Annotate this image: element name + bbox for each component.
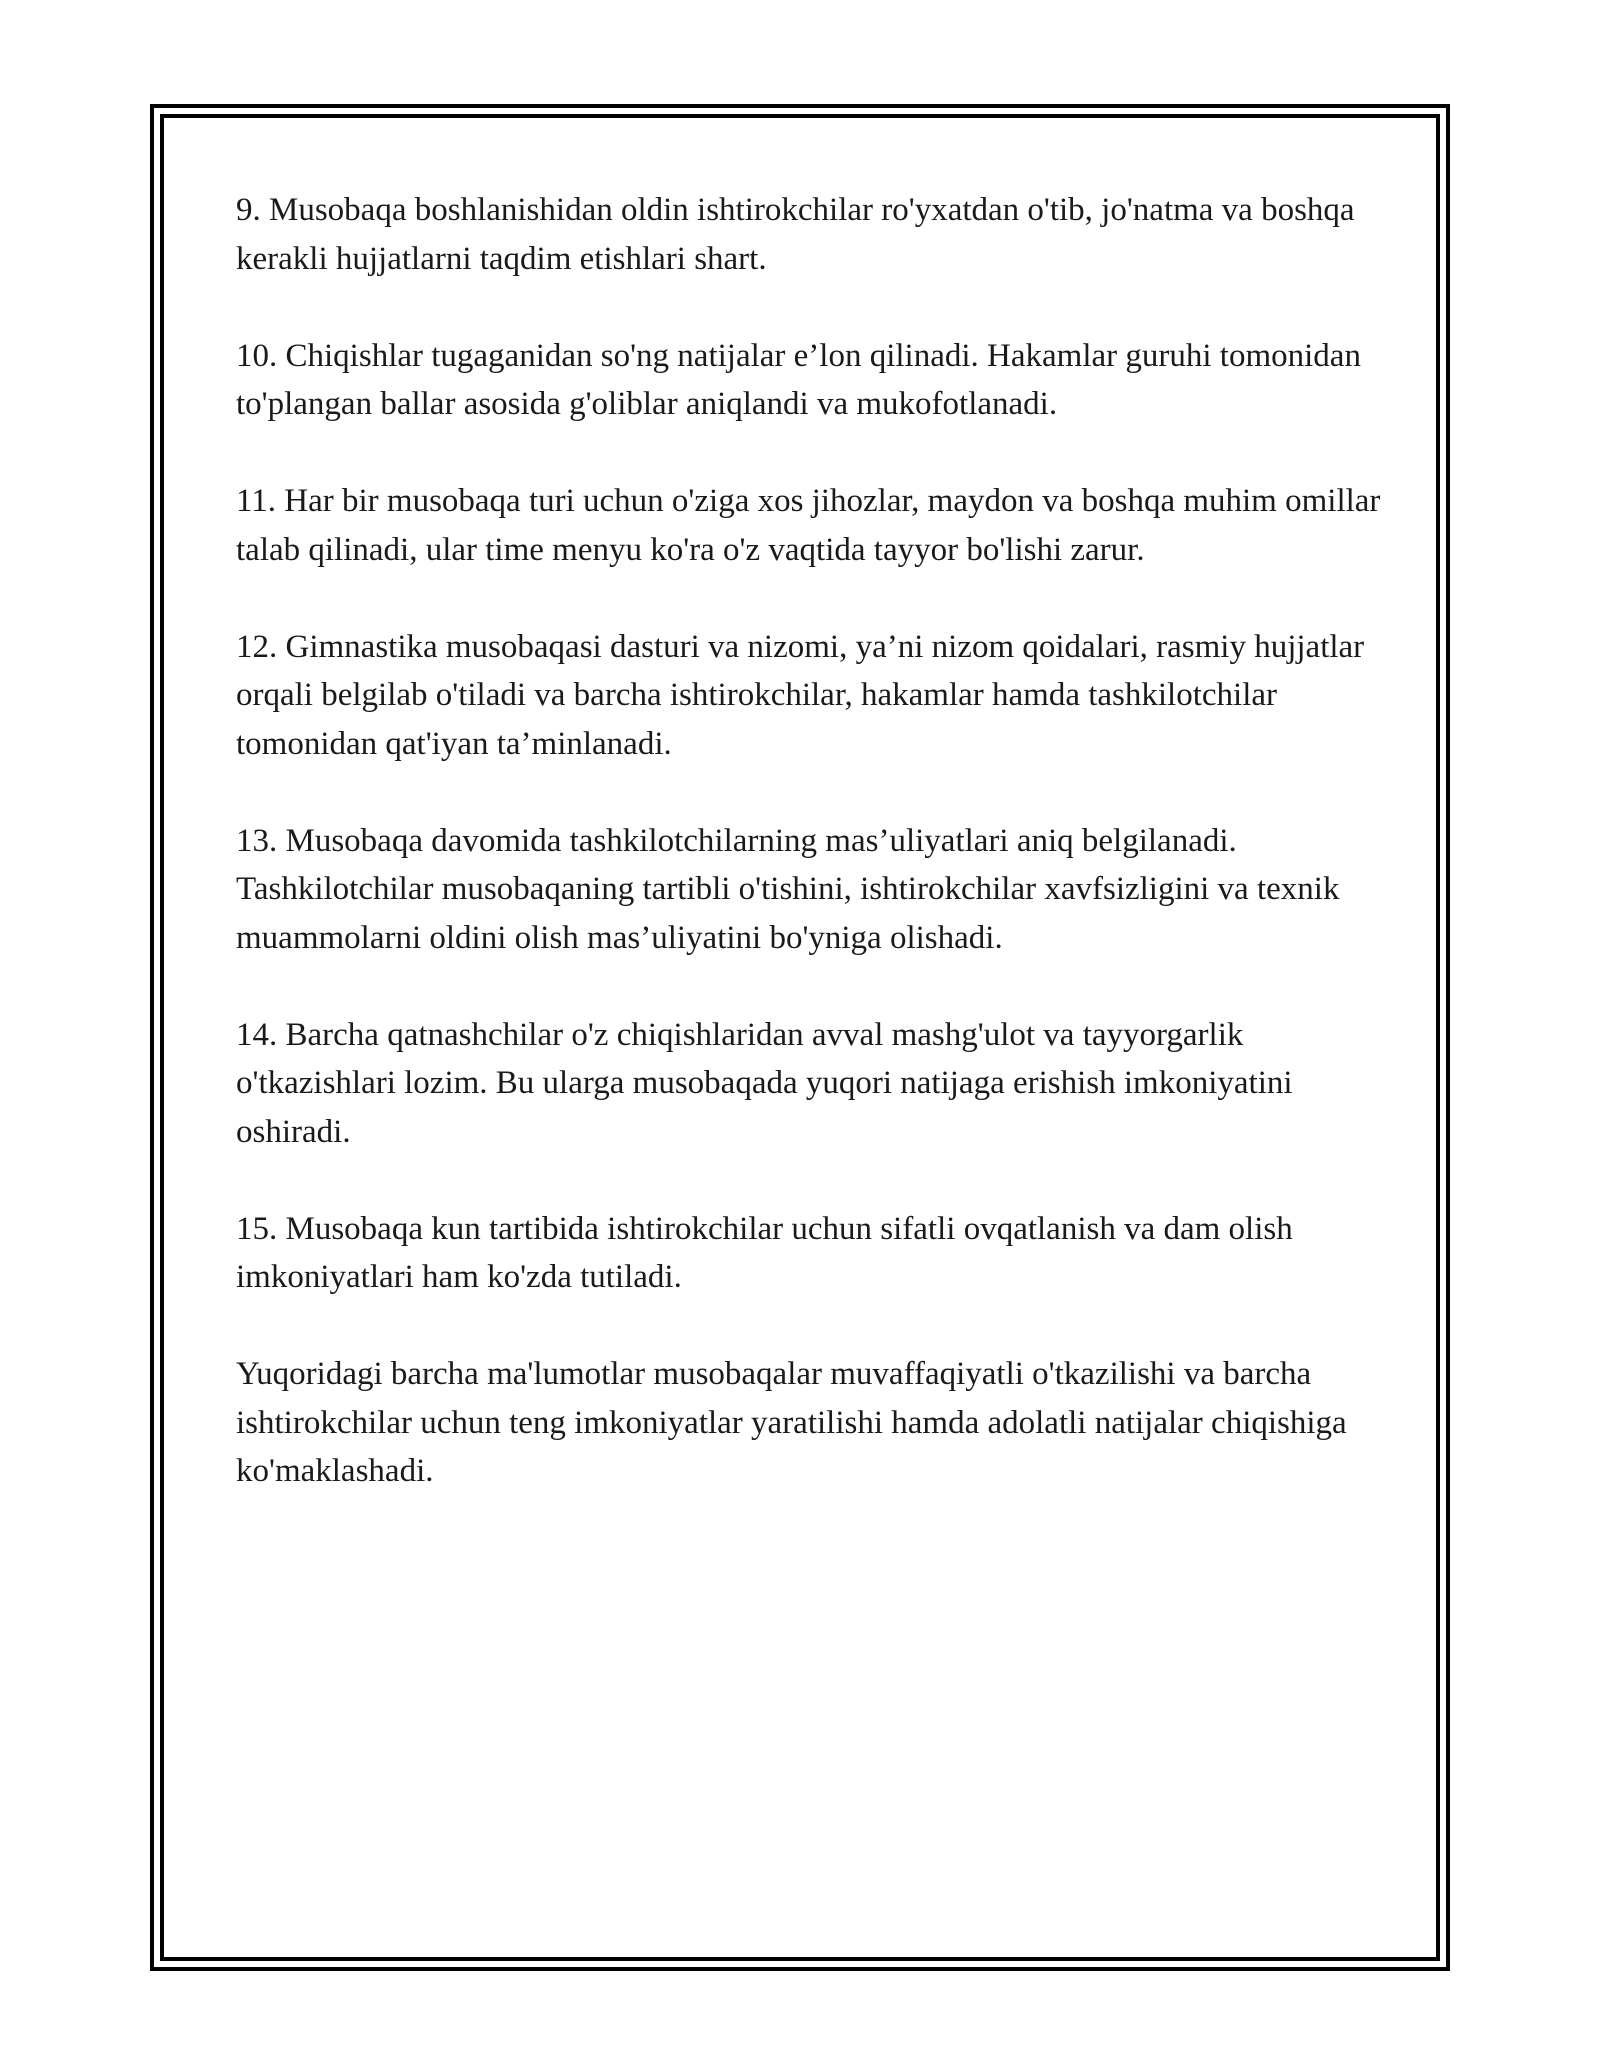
paragraph-rule-12: 12. Gimnastika musobaqasi dasturi va nizomi, ya’ni nizom qoidalari, rasmiy hujjatlar orqali belgilab o'tiladi va barcha ishtirokchilar, hakamlar hamda tashkilotchilar tomonidan qat'iyan ta’minlanadi.: [236, 628, 1365, 762]
paragraph-rule-10: 10. Chiqishlar tugaganidan so'ng natijalar e’lon qilinadi. Hakamlar guruhi tomonidan to'plangan ballar asosida g'oliblar aniqlandi va mukofotlanadi.: [236, 337, 1361, 422]
document-body: [236, 186, 1386, 1544]
paragraph-rule-14: 14. Barcha qatnashchilar o'z chiqishlaridan avval mashg'ulot va tayyorgarlik o'tkazishlari lozim. Bu ularga musobaqada yuqori natijaga erishish imkoniyatini oshiradi.: [236, 1016, 1293, 1150]
paragraph-rule-11: 11. Har bir musobaqa turi uchun o'ziga xos jihozlar, maydon va boshqa muhim omillar talab qilinadi, ular time menyu ko'ra o'z vaqtida tayyor bo'lishi zarur.: [236, 483, 1381, 568]
paragraph-rule-13: 13. Musobaqa davomida tashkilotchilarning mas’uliyatlari aniq belgilanadi. Tashkilotchilar musobaqaning tartibli o'tishini, ishtirokchilar xavfsizligini va texnik muammolarni oldini olish mas’uliyatini bo'yniga olishadi.: [236, 822, 1340, 956]
paragraph-rule-15: 15. Musobaqa kun tartibida ishtirokchilar uchun sifatli ovqatlanish va dam olish imkoniyatlari ham ko'zda tutiladi.: [236, 1210, 1293, 1295]
paragraph-rule-9: 9. Musobaqa boshlanishidan oldin ishtirokchilar ro'yxatdan o'tib, jo'natma va boshqa kerakli hujjatlarni taqdim etishlari shart.: [236, 192, 1355, 277]
paragraph-conclusion: Yuqoridagi barcha ma'lumotlar musobaqalar muvaffaqiyatli o'tkazilishi va barcha ishtirokchilar uchun teng imkoniyatlar yaratilishi hamda adolatli natijalar chiqishiga ko'maklashadi.: [236, 1356, 1347, 1489]
